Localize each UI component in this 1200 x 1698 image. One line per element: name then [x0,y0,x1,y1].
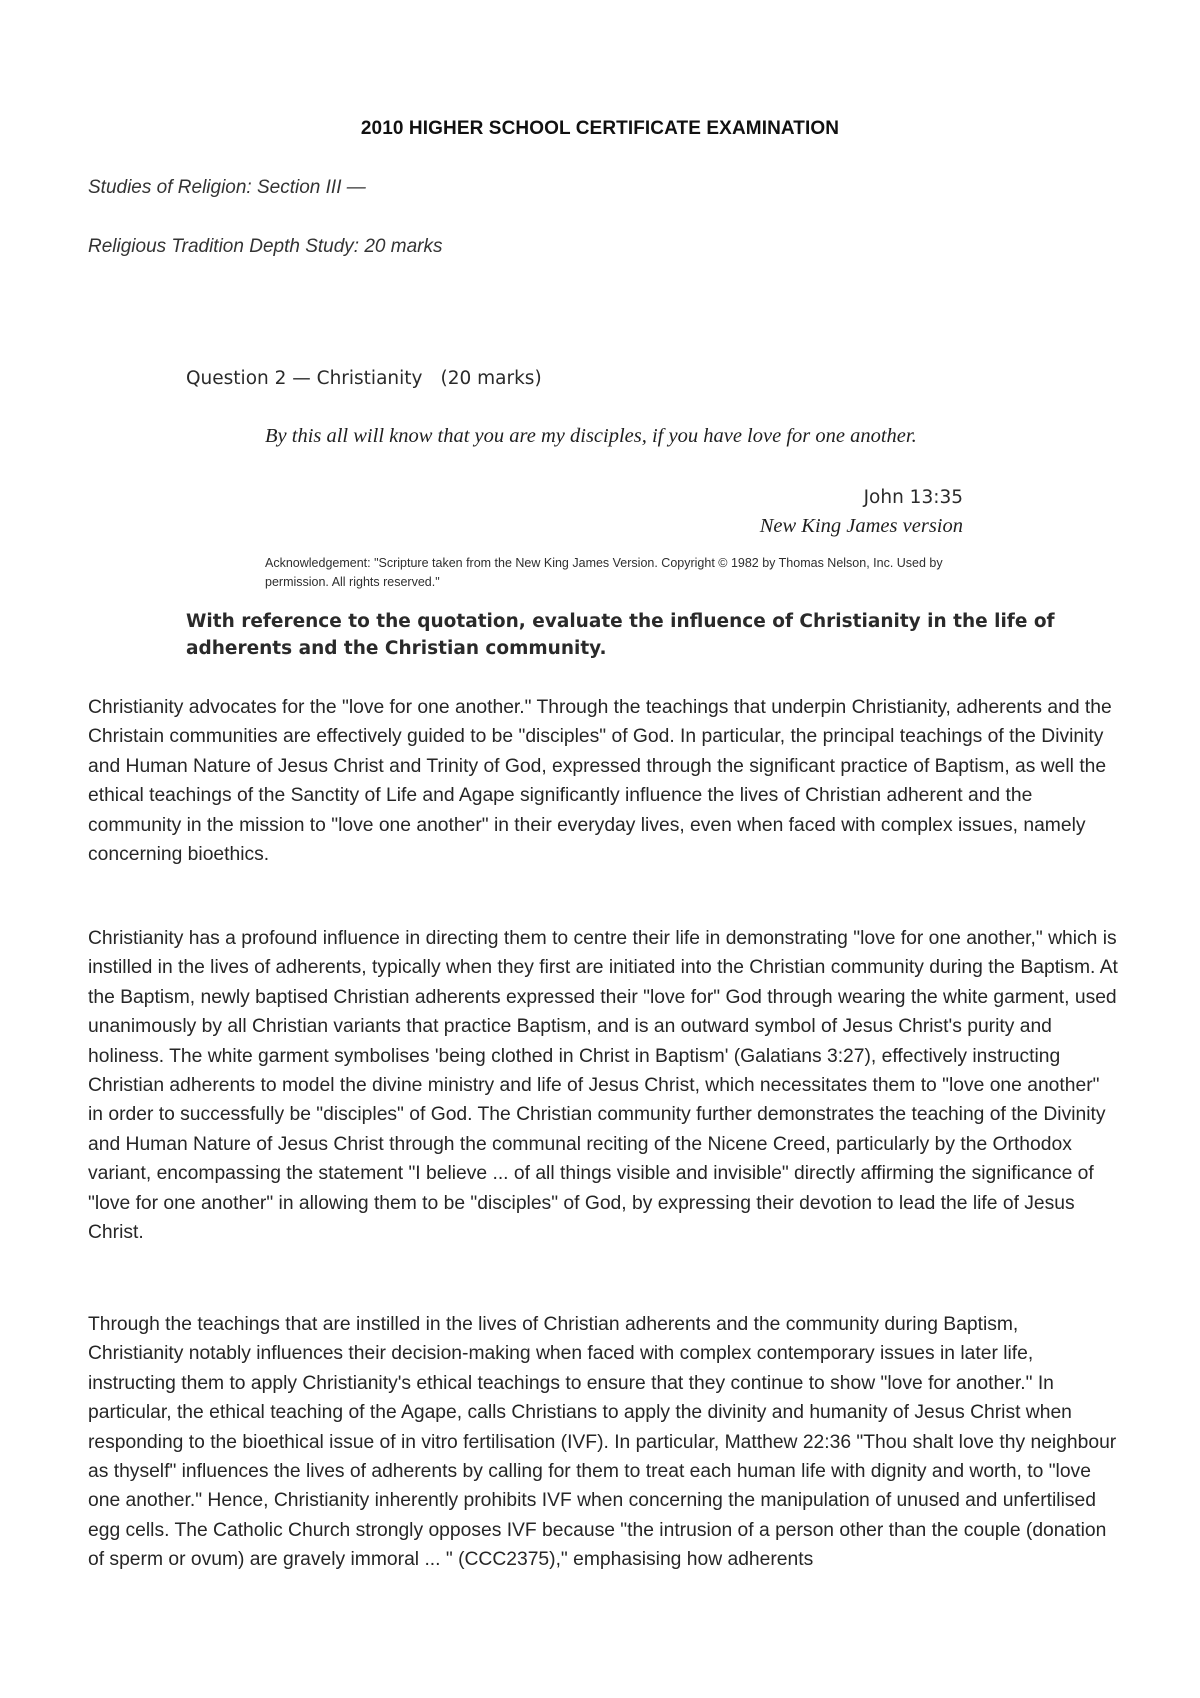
document-title: 2010 HIGHER SCHOOL CERTIFICATE EXAMINATION [360,118,840,139]
scripture-quote: By this all will know that you are my disciples, if you have love for one another. [265,425,917,447]
scripture-version: New King James version [759,515,963,537]
acknowledgement-note: Acknowledgement: "Scripture taken from the New King James Version. Copyright © 1982 by Thomas Nelson, Inc. Used by permission. All rights reserved." [265,556,943,589]
essay-paragraph-2: Christianity has a profound influence in directing them to centre their life in demonstrating "love for one another," which is instilled in the lives of adherents, typically when they first are initiated into the Christian community during the Baptism. At the Baptism, newly baptised Christian adherents expressed their "love for" God through wearing the white garment, used unanimously by all Christian variants that practice Baptism, and is an outward symbol of Jesus Christ's purity and holiness. The white garment symbolises 'being clothed in Christ in Baptism' (Galatians 3:27), effectively instructing Christian adherents to model the divine ministry and life of Jesus Christ, which necessitates them to "love one another" in order to successfully be "disciples" of God. The Christian community further demonstrates the teaching of the Divinity and Human Nature of Jesus Christ through the communal reciting of the Nicene Creed, particularly by the Orthodox variant, encompassing the statement "I believe ... of all things visible and invisible" directly affirming the significance of "love for one another" in allowing them to be "disciples" of God, by expressing their devotion to lead the life of Jesus Christ. [88,928,1118,1244]
question-marks: (20 marks) [440,368,542,389]
marks-subtitle: Religious Tradition Depth Study: 20 marks [88,236,443,257]
essay-paragraph-3: Through the teachings that are instilled in the lives of Christian adherents and the community during Baptism, Christianity notably influences their decision-making when faced with complex contemporary issues in later life, instructing them to apply Christianity's ethical teachings to ensure that they continue to show "love for another." In particular, the ethical teaching of the Agape, calls Christians to apply the divinity and humanity of Jesus Christ when responding to the bioethical issue of in vitro fertilisation (IVF). In particular, Matthew 22:36 "Thou shalt love thy neighbour as thyself" influences the lives of adherents by calling for them to treat each human life with dignity and worth, to "love one another." Hence, Christianity inherently prohibits IVF when concerning the manipulation of unused and unfertilised egg cells. The Catholic Church strongly opposes IVF because "the intrusion of a person other than the couple (donation of sperm or ovum) are gravely immoral ... " (CCC2375)," emphasising how adherents [88,1314,1117,1571]
essay-paragraph-1: Christianity advocates for the "love for one another." Through the teachings that underpin Christianity, adherents and the Christain communities are effectively guided to be "disciples" of God. In particular, the principal teachings of the Divinity and Human Nature of Jesus Christ and Trinity of God, expressed through the significant practice of Baptism, as well the ethical teachings of the Sanctity of Life and Agape significantly influence the lives of Christian adherent and the community in the mission to "love one another" in their everyday lives, even when faced with complex issues, namely concerning bioethics. [88,697,1112,866]
question-excerpt [186,368,1086,659]
question-heading [186,368,1086,398]
question-prompt: With reference to the quotation, evaluate the influence of Christianity in the life of adherents and the Christian community. [186,611,1055,659]
question-title: Question 2 — Christianity [186,368,423,389]
scripture-reference: John 13:35 [863,487,963,508]
exam-section-subtitle: Studies of Religion: Section III — [88,177,366,198]
